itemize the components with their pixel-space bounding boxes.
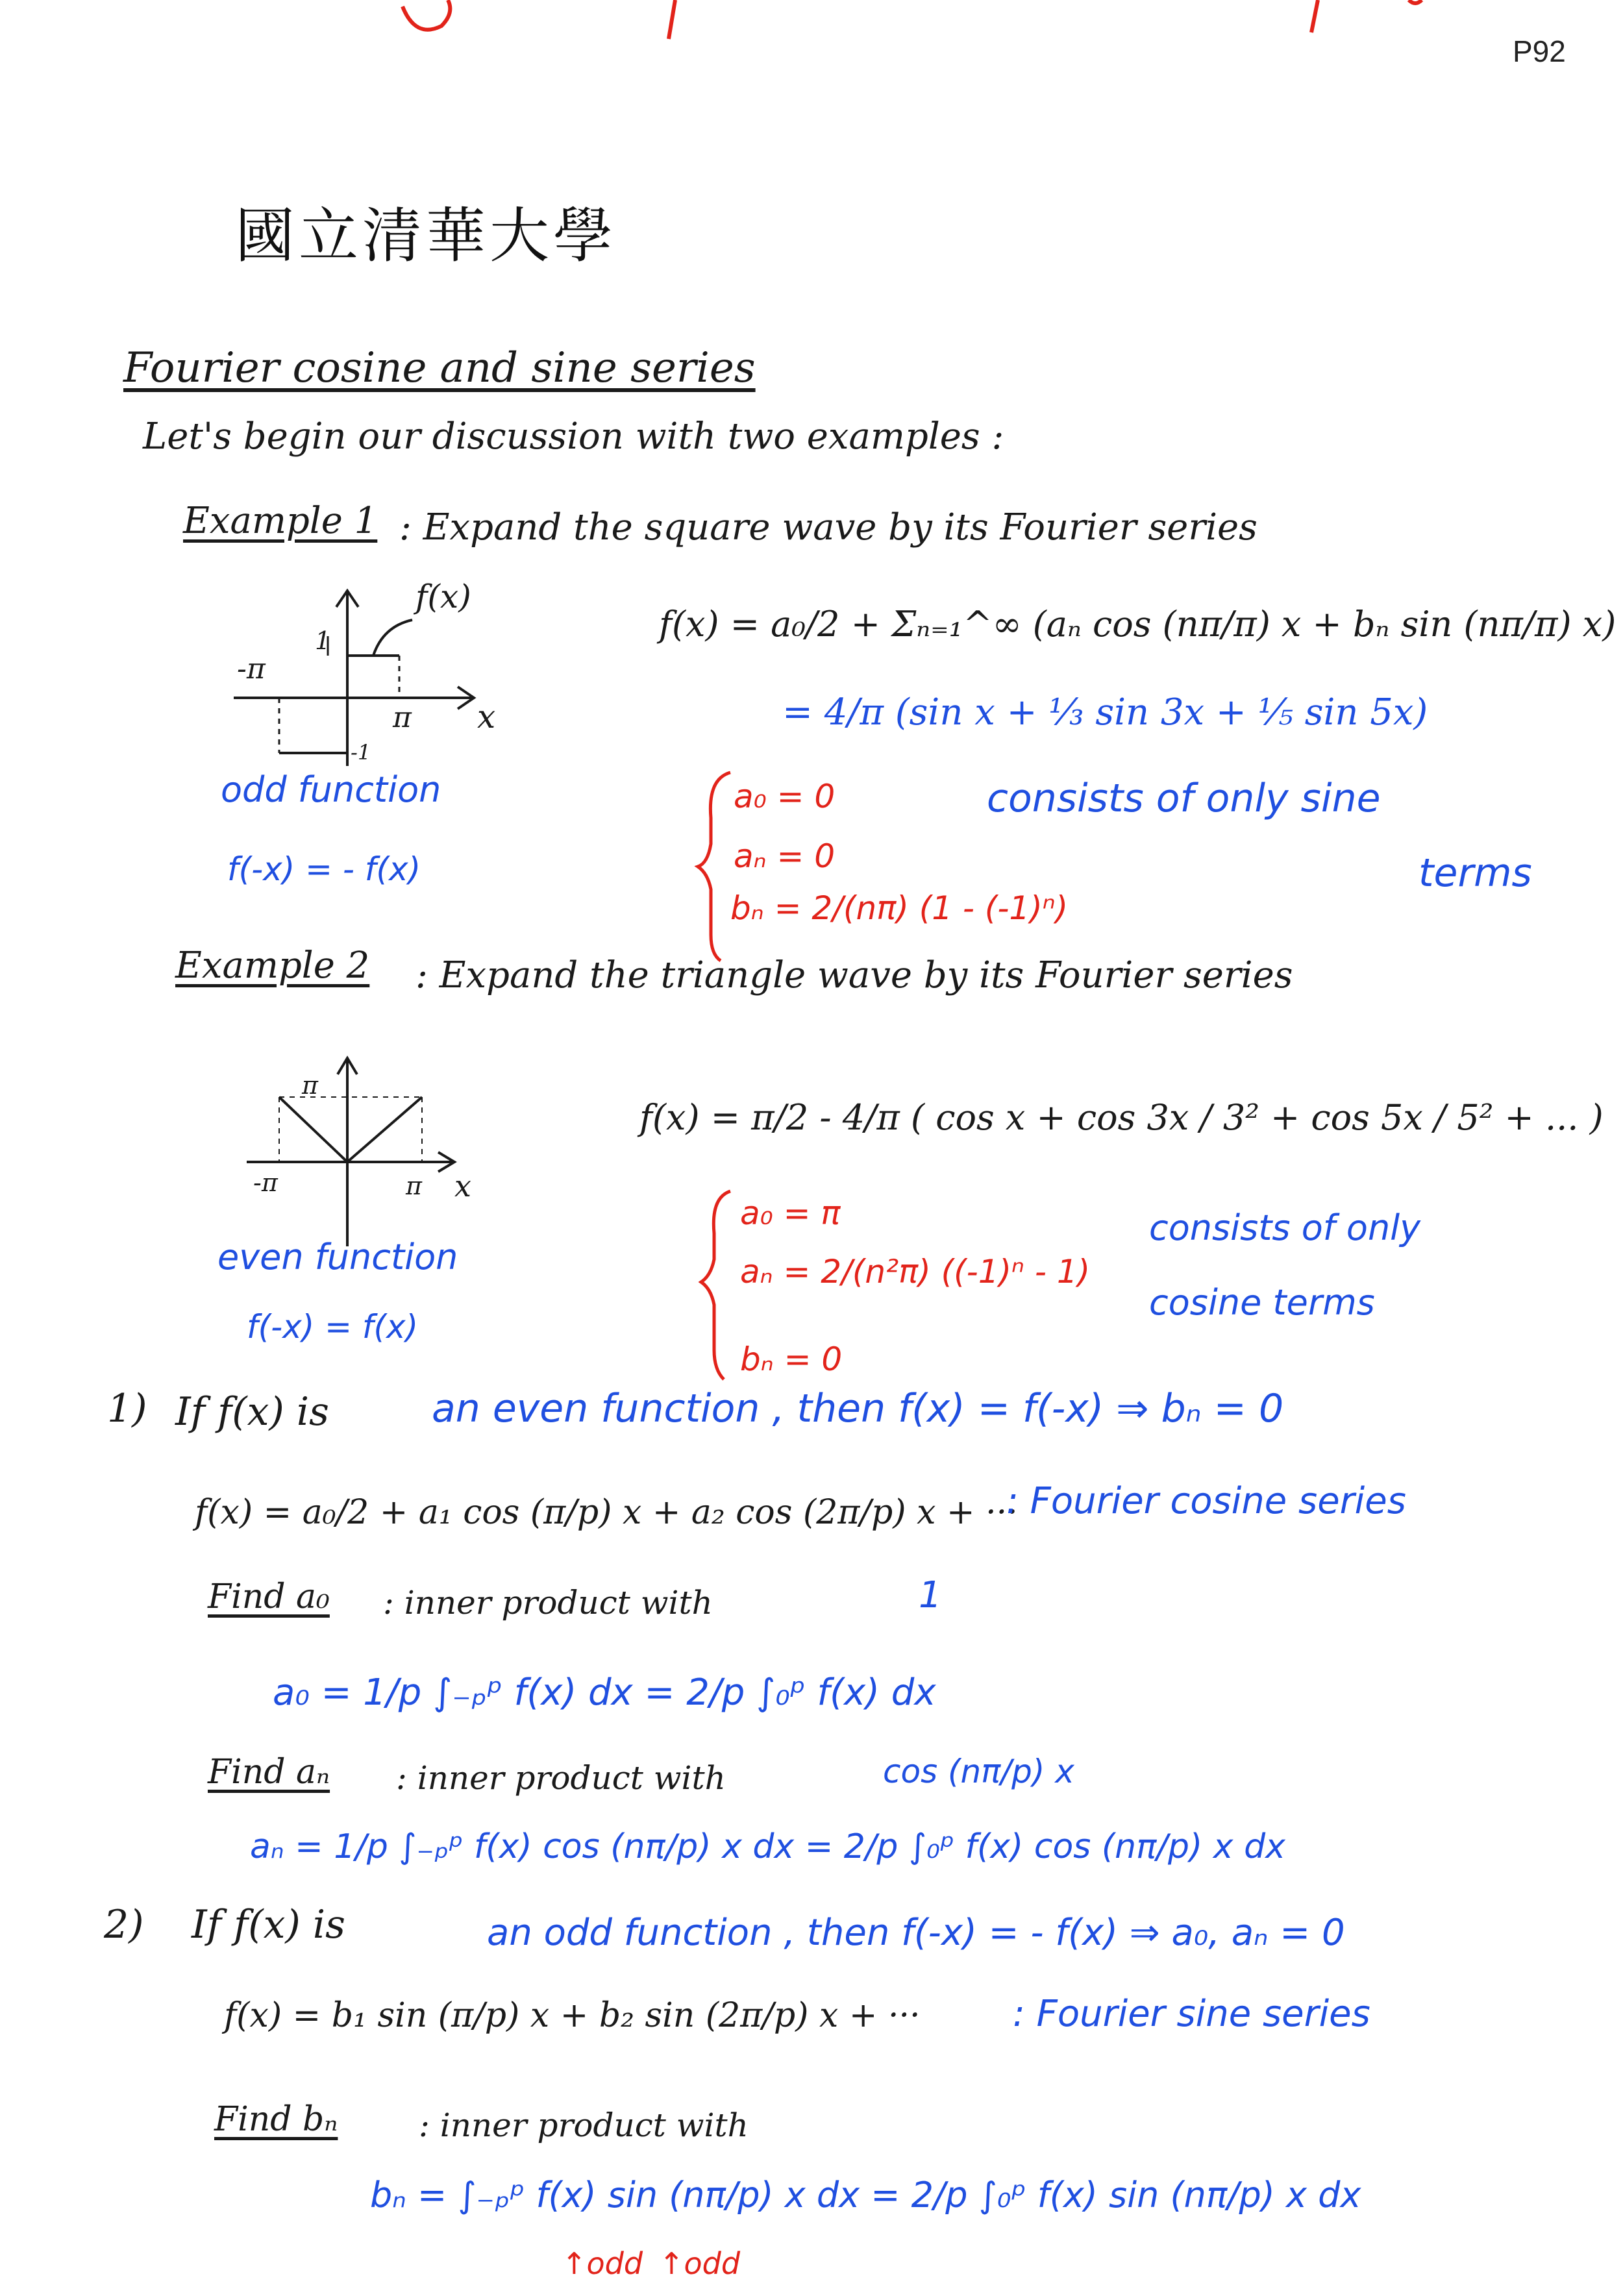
graph1-neg-pi-label: -π (237, 652, 266, 685)
example1-title: : Expand the square wave by its Fourier series (399, 506, 1258, 549)
example1-formula-general: f(x) = a₀/2 + Σₙ₌₁^∞ (aₙ cos (nπ/π) x + bₙ sin (nπ/π) x) (659, 604, 1617, 645)
case1-series: f(x) = a₀/2 + a₁ cos (π/p) x + a₂ cos (2π/p) x + ··· (195, 1493, 1018, 1532)
example1-coeff-an: aₙ = 0 (734, 837, 836, 875)
find-bn-label: Find bₙ (214, 2100, 338, 2139)
case2-lead: If f(x) is (192, 1902, 345, 1947)
example1-coeff-bn: bₙ = 2/(nπ) (1 - (-1)ⁿ) (730, 889, 1069, 927)
find-a0-label: Find a₀ (208, 1577, 330, 1616)
a0-formula: a₀ = 1/p ∫₋ₚᵖ f(x) dx = 2/p ∫₀ᵖ f(x) dx (273, 1672, 936, 1714)
case2-condition: an odd function , then f(-x) = - f(x) ⇒ a₀, aₙ = 0 (487, 1912, 1345, 1954)
graph2-neg-pi-label: -π (253, 1168, 278, 1197)
odd-mark-1: ↑odd (562, 2246, 643, 2281)
case2-series-name: : Fourier sine series (1013, 1993, 1370, 2035)
case2-number: 2) (104, 1902, 144, 1947)
example1-coeff-a0: a₀ = 0 (734, 778, 836, 815)
example2-coeff-bn: bₙ = 0 (740, 1340, 843, 1378)
graph1-x-label: x (477, 698, 496, 735)
page-number: P92 (1513, 34, 1566, 68)
case1-condition: an even function , then f(x) = f(-x) ⇒ bₙ = 0 (432, 1386, 1284, 1431)
find-an-with: cos (nπ/p) x (883, 1753, 1074, 1790)
graph1-neg-one-label: -1 (351, 740, 371, 765)
graph1-one-label: 1 (315, 626, 331, 655)
intro-text: Let's begin our discussion with two examples : (143, 415, 1004, 458)
case2-series: f(x) = b₁ sin (π/p) x + b₂ sin (2π/p) x + ··· (224, 1996, 921, 2035)
example2-formula: f(x) = π/2 - 4/π ( cos x + cos 3x / 3² + cos 5x / 5² + ... ) (639, 1097, 1604, 1138)
odd-relation: f(-x) = - f(x) (227, 850, 421, 888)
case1-number: 1) (107, 1386, 147, 1431)
graph1-fx-label: f(x) (415, 578, 471, 615)
section-heading: Fourier cosine and sine series (123, 344, 756, 392)
find-an-label: Find aₙ (208, 1753, 330, 1792)
even-relation: f(-x) = f(x) (247, 1308, 419, 1346)
example2-note-line2: cosine terms (1149, 1282, 1375, 1323)
graph2-pi-x-label: π (406, 1172, 422, 1200)
find-an-text: : inner product with (396, 1759, 726, 1797)
graph2-pi-label: π (302, 1071, 318, 1100)
find-bn-text: : inner product with (419, 2106, 749, 2144)
case1-series-name: : Fourier cosine series (1006, 1480, 1406, 1522)
even-function-label: even function (217, 1237, 458, 1278)
example2-note-line1: consists of only (1149, 1207, 1421, 1248)
odd-function-label: odd function (221, 769, 441, 810)
odd-mark-2: ↑odd (659, 2246, 741, 2281)
example1-note-line2: terms (1419, 850, 1532, 896)
bn-formula: bₙ = ∫₋ₚᵖ f(x) sin (nπ/p) x dx = 2/p ∫₀ᵖ f(x) sin (nπ/p) x dx (370, 2175, 1361, 2216)
example2-label: Example 2 (175, 944, 370, 987)
case1-lead: If f(x) is (175, 1389, 329, 1435)
example1-label: Example 1 (183, 500, 378, 542)
university-name: 國立清華大學 (235, 201, 617, 271)
example2-title: : Expand the triangle wave by its Fourier series (415, 954, 1293, 996)
example2-coeff-a0: a₀ = π (740, 1194, 841, 1232)
example1-formula-result: = 4/π (sin x + ⅓ sin 3x + ⅕ sin 5x) (782, 691, 1428, 734)
example1-note-line1: consists of only sine (987, 776, 1381, 821)
an-formula: aₙ = 1/p ∫₋ₚᵖ f(x) cos (nπ/p) x dx = 2/p ∫₀ᵖ f(x) cos (nπ/p) x dx (250, 1827, 1285, 1866)
find-a0-with: 1 (919, 1574, 942, 1616)
example2-coeff-an: aₙ = 2/(n²π) ((-1)ⁿ - 1) (740, 1253, 1091, 1290)
graph2-x-label: x (454, 1168, 471, 1204)
find-a0-text: : inner product with (383, 1584, 713, 1622)
graph1-pi-label: π (393, 701, 412, 734)
